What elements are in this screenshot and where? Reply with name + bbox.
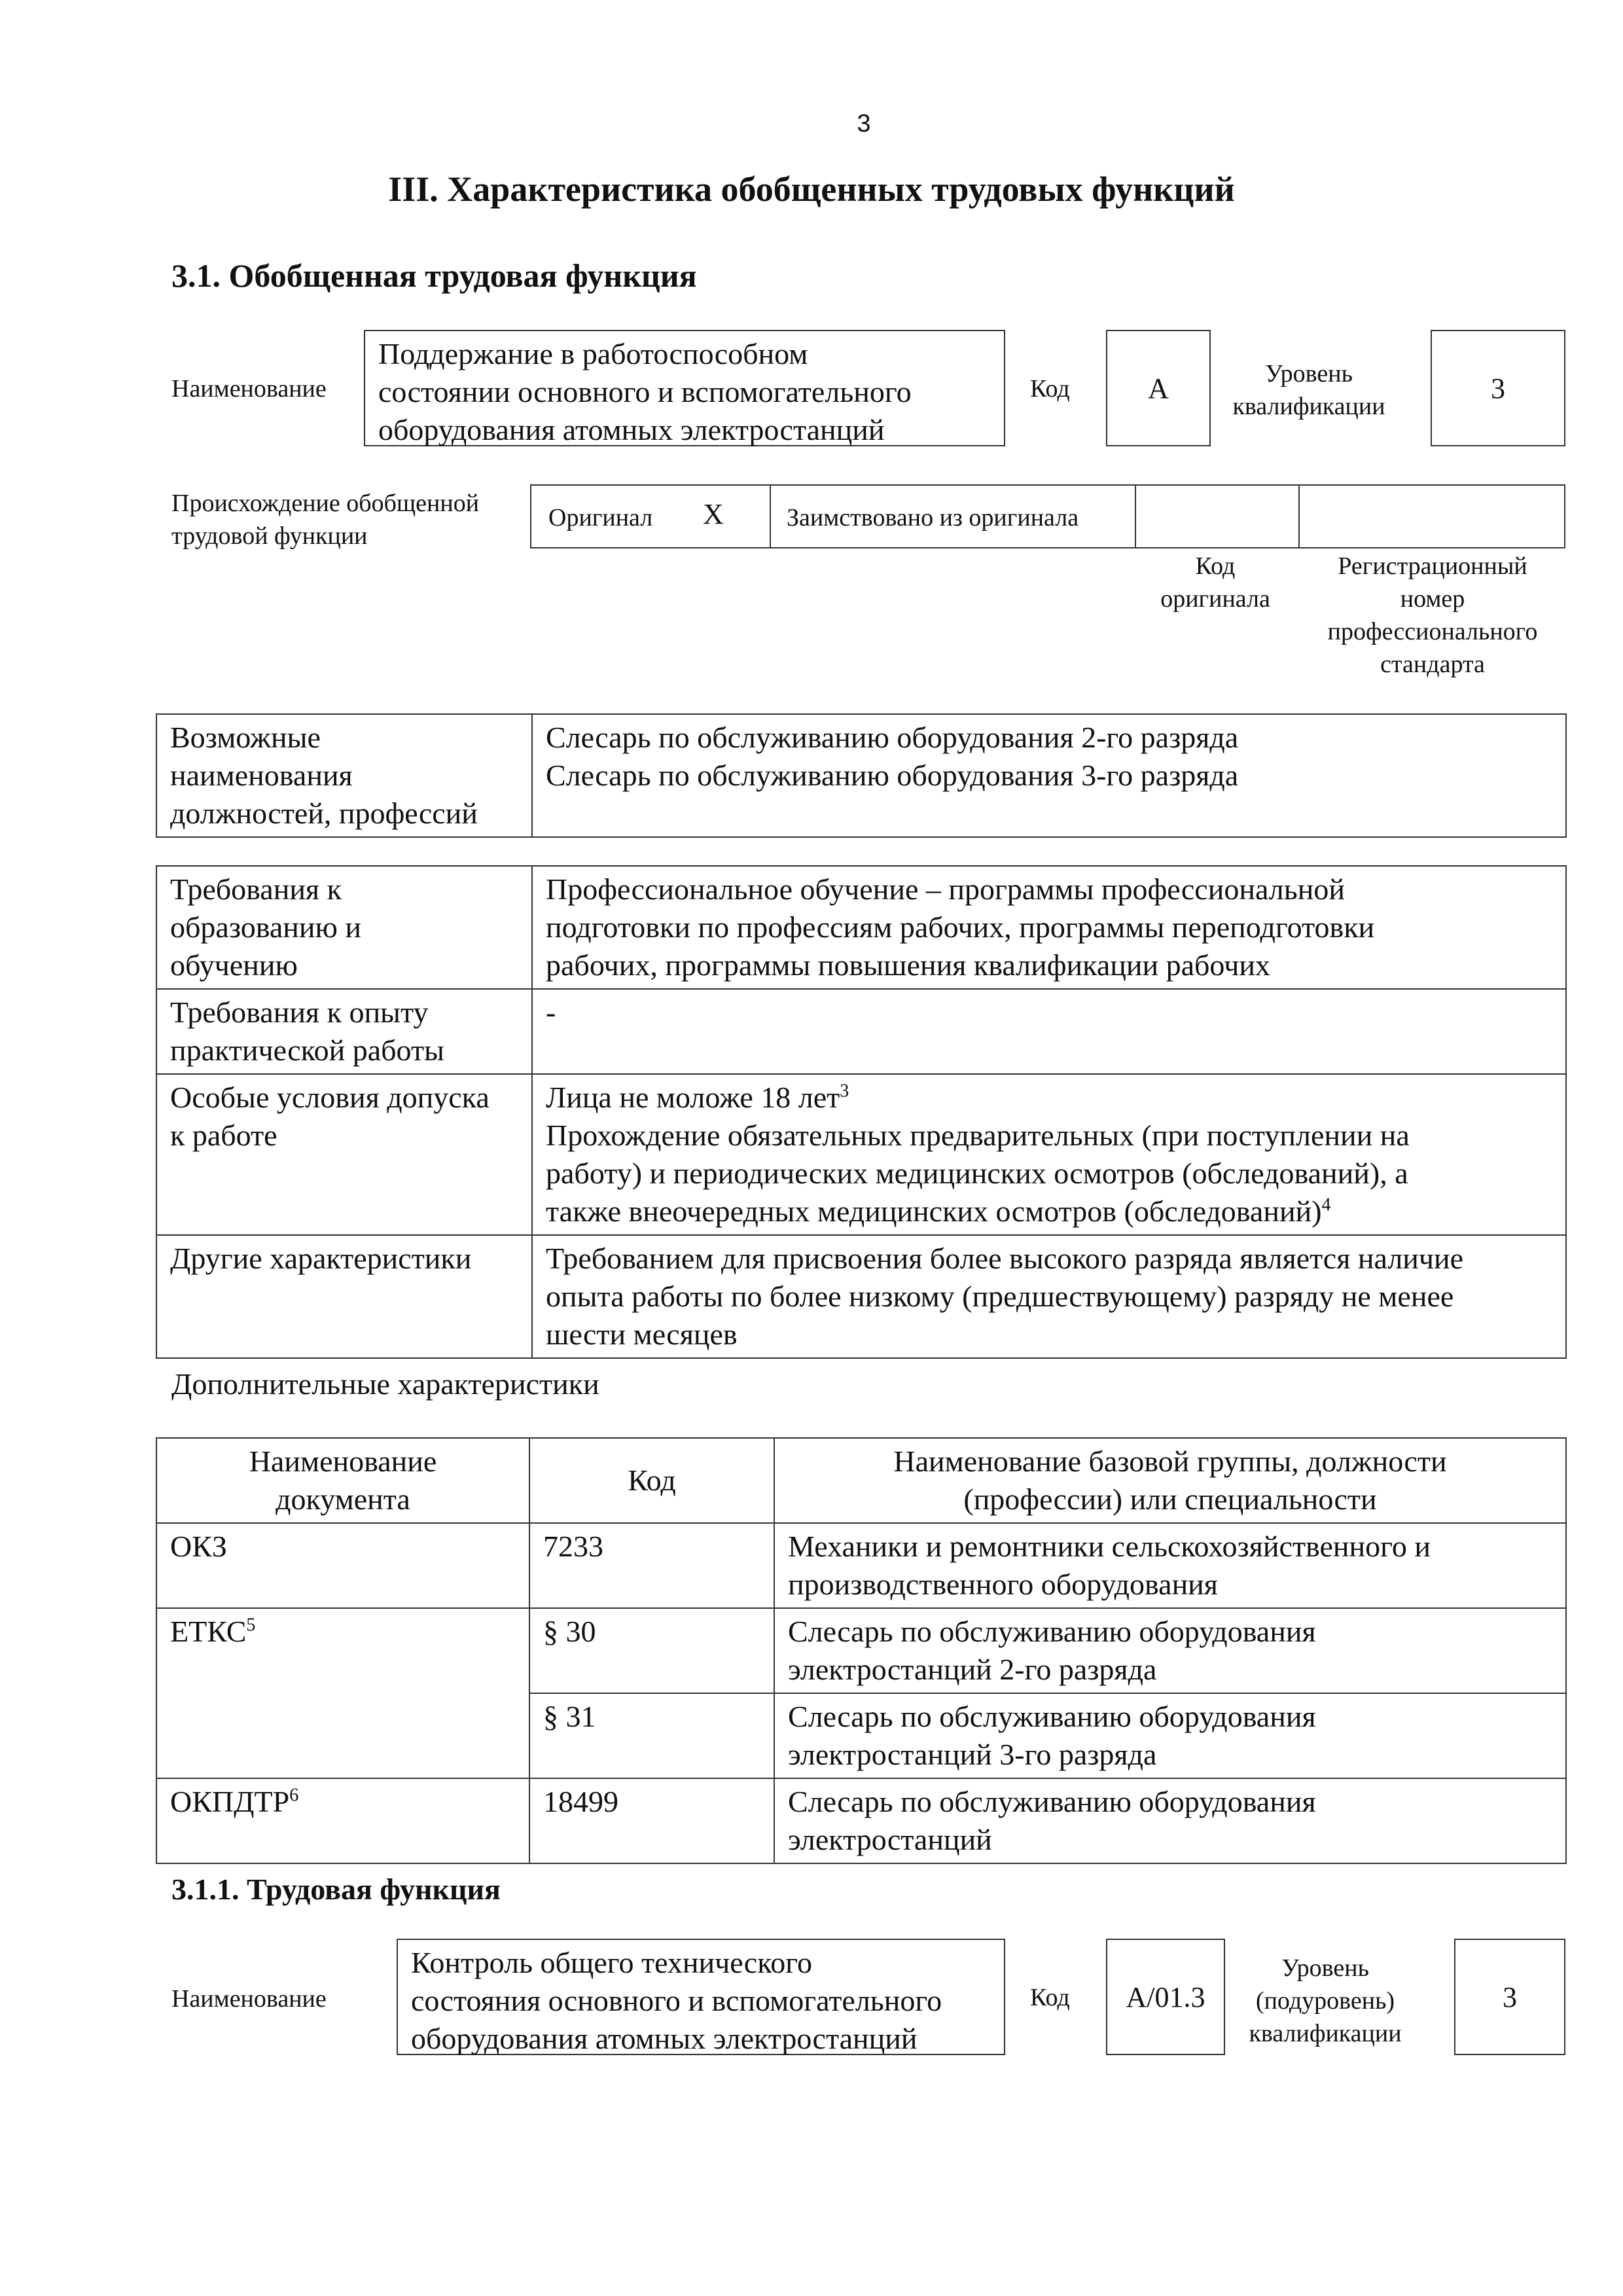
cell-name — [774, 1778, 1566, 1863]
reg-number-line-4: стандарта — [1380, 651, 1485, 678]
name-line: электростанций 3-го разряда — [788, 1738, 1157, 1771]
positions-label-line-2: наименования — [170, 759, 353, 792]
tf-level-label — [1237, 1952, 1414, 2050]
tf-level-label-line-1: Уровень — [1281, 1954, 1369, 1982]
req-value-line: шести месяцев — [546, 1318, 738, 1351]
name-line: Слесарь по обслуживанию оборудования — [788, 1615, 1316, 1648]
gtf-name-box — [364, 330, 1005, 446]
table-header-row — [156, 1438, 1566, 1523]
section-title: III. Характеристика обобщенных трудовых функций — [388, 170, 1235, 209]
gtf-heading: 3.1. Обобщенная трудовая функция — [171, 257, 697, 294]
positions-label-line-1: Возможные — [170, 721, 321, 754]
header-line: документа — [276, 1482, 410, 1516]
divider — [1135, 486, 1136, 548]
cell-code: 18499 — [529, 1778, 774, 1863]
name-line: Механики и ремонтники сельскохозяйственного и — [788, 1530, 1431, 1563]
req-value — [532, 1235, 1566, 1358]
req-label — [156, 1235, 532, 1358]
positions-values — [532, 714, 1566, 837]
req-value-line: рабочих, программы повышения квалификации рабочих — [546, 948, 1270, 982]
origin-table — [530, 484, 1565, 548]
req-value-line: Прохождение обязательных предварительных (при поступлении на — [546, 1119, 1410, 1152]
tf-code-label: Код — [1030, 1984, 1070, 2011]
additional-table — [156, 1437, 1567, 1864]
doc-name: ОКПДТР — [170, 1785, 290, 1818]
gtf-code-label: Код — [1030, 375, 1070, 403]
reg-number-line-1: Регистрационный — [1338, 552, 1527, 580]
borrowed-label: Заимствовано из оригинала — [787, 504, 1079, 531]
header-line: Наименование базовой группы, должности — [893, 1444, 1447, 1478]
reg-number-caption — [1298, 550, 1567, 681]
gtf-level-label — [1224, 357, 1394, 423]
requirements-table — [156, 865, 1567, 1359]
req-label-line: Особые условия допуска — [170, 1081, 490, 1114]
req-value — [532, 989, 1566, 1074]
req-value-line: Профессиональное обучение – программы профессиональной — [546, 872, 1345, 906]
req-value-line: - — [546, 996, 556, 1029]
cell-code: § 30 — [529, 1608, 774, 1693]
gtf-name-line-2: состоянии основного и вспомогательного — [378, 375, 912, 408]
tf-level-label-line-2: (подуровень) — [1255, 1987, 1395, 2015]
footnote-mark: 4 — [1321, 1194, 1331, 1215]
position-item: Слесарь по обслуживанию оборудования 2-го разряда — [546, 721, 1239, 754]
tf-name-line-3: оборудования атомных электростанций — [411, 2022, 918, 2055]
positions-label — [156, 714, 532, 837]
header-line: Наименование — [249, 1444, 437, 1478]
col-header-name — [774, 1438, 1566, 1523]
req-value — [532, 1074, 1566, 1235]
req-label-line: Требования к — [170, 872, 342, 906]
cell-code: § 31 — [529, 1693, 774, 1778]
page-number: 3 — [857, 110, 871, 137]
divider — [1298, 486, 1300, 548]
name-line: электростанций 2-го разряда — [788, 1653, 1157, 1686]
footnote-mark: 3 — [840, 1081, 849, 1102]
table-row — [156, 1235, 1566, 1358]
gtf-name-line-3: оборудования атомных электростанций — [378, 413, 885, 446]
req-value — [532, 866, 1566, 989]
code-original-caption — [1133, 550, 1297, 615]
origin-label — [171, 487, 479, 552]
req-value-text: Лица не моложе 18 лет — [546, 1081, 840, 1114]
divider — [770, 486, 771, 548]
origin-label-line-2: трудовой функции — [171, 522, 368, 550]
gtf-level-label-line-1: Уровень — [1265, 360, 1353, 387]
req-value-line: работу) и периодических медицинских осмотров (обследований), а — [546, 1157, 1408, 1190]
gtf-level-value: 3 — [1431, 330, 1565, 446]
gtf-name-line-1: Поддержание в работоспособном — [378, 337, 808, 370]
req-label-line: образованию и — [170, 910, 361, 944]
gtf-code-value: A — [1106, 330, 1211, 446]
req-value-line — [546, 1079, 1552, 1117]
cell-document — [156, 1778, 529, 1863]
code-original-line-2: оригинала — [1160, 585, 1270, 613]
cell-document — [156, 1608, 529, 1778]
tf-name-line-2: состояния основного и вспомогательного — [411, 1984, 942, 2017]
position-item: Слесарь по обслуживанию оборудования 3-го разряда — [546, 759, 1239, 792]
name-line: Слесарь по обслуживанию оборудования — [788, 1700, 1316, 1733]
tf-name-label: Наименование — [171, 1985, 327, 2013]
table-row — [156, 1778, 1566, 1863]
req-value-line: опыта работы по более низкому (предшествующему) разряду не менее — [546, 1280, 1454, 1313]
original-label: Оригинал — [548, 504, 653, 531]
positions-table — [156, 713, 1567, 838]
header-line: Код — [628, 1463, 676, 1497]
req-value-line: подготовки по профессиям рабочих, программы переподготовки — [546, 910, 1375, 944]
table-row — [156, 989, 1566, 1074]
name-line: Слесарь по обслуживанию оборудования — [788, 1785, 1316, 1818]
cell-name — [774, 1523, 1566, 1608]
req-label-line: к работе — [170, 1119, 277, 1152]
footnote-mark: 5 — [246, 1615, 256, 1636]
doc-name: ЕТКС — [170, 1615, 247, 1648]
req-value-text: также внеочередных медицинских осмотров (обследований) — [546, 1194, 1322, 1228]
table-row — [156, 1608, 1566, 1693]
cell-document — [156, 1523, 529, 1608]
table-row — [156, 1523, 1566, 1608]
req-label — [156, 866, 532, 989]
col-header-document — [156, 1438, 529, 1523]
req-label-line: практической работы — [170, 1033, 444, 1067]
name-line: электростанций — [788, 1823, 992, 1856]
header-line: (профессии) или специальности — [963, 1482, 1377, 1516]
positions-label-line-3: должностей, профессий — [170, 797, 478, 830]
reg-number-line-2: номер — [1400, 585, 1465, 613]
origin-label-line-1: Происхождение обобщенной — [171, 490, 480, 517]
req-label-line: Другие характеристики — [170, 1242, 472, 1275]
name-line: производственного оборудования — [788, 1568, 1218, 1601]
tf-level-value: 3 — [1454, 1939, 1565, 2055]
footnote-mark: 6 — [289, 1785, 299, 1806]
col-header-code — [529, 1438, 774, 1523]
tf-name-box — [397, 1939, 1005, 2055]
gtf-level-label-line-2: квалификации — [1232, 393, 1385, 420]
code-original-line-1: Код — [1195, 552, 1236, 580]
table-row — [156, 1074, 1566, 1235]
table-row — [156, 866, 1566, 989]
req-label — [156, 989, 532, 1074]
tf-name-line-1: Контроль общего технического — [411, 1946, 812, 1979]
req-label — [156, 1074, 532, 1235]
original-mark: X — [703, 498, 724, 530]
req-label-line: Требования к опыту — [170, 996, 429, 1029]
cell-name — [774, 1693, 1566, 1778]
gtf-name-label: Наименование — [171, 375, 327, 403]
tf-level-label-line-3: квалификации — [1249, 2020, 1402, 2047]
reg-number-line-3: профессионального — [1327, 618, 1538, 645]
tf-code-value: A/01.3 — [1106, 1939, 1225, 2055]
req-value-line — [546, 1193, 1552, 1230]
req-value-line: Требованием для присвоения более высокого разряда является наличие — [546, 1242, 1464, 1275]
tf-heading: 3.1.1. Трудовая функция — [171, 1873, 501, 1906]
cell-code: 7233 — [529, 1523, 774, 1608]
doc-name: ОКЗ — [170, 1530, 227, 1563]
req-label-line: обучению — [170, 948, 298, 982]
additional-title: Дополнительные характеристики — [171, 1367, 599, 1401]
cell-name — [774, 1608, 1566, 1693]
